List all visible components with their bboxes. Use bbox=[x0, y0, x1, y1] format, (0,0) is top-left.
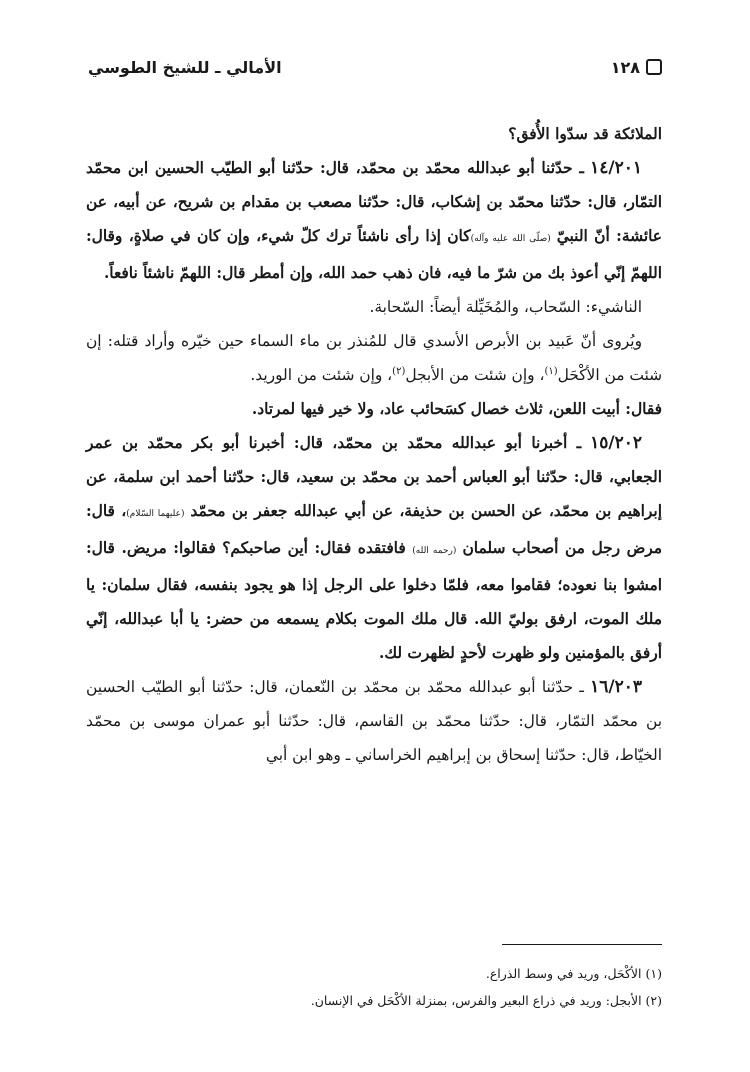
footnotes bbox=[88, 960, 662, 1014]
hadith-number: ١٤/٢٠١ bbox=[590, 158, 642, 178]
hadith-202 bbox=[86, 426, 662, 670]
page-number bbox=[611, 58, 662, 77]
hadith-number: ١٦/٢٠٣ bbox=[590, 677, 642, 697]
running-header bbox=[88, 54, 662, 80]
footnote-ref-1[interactable]: (١) bbox=[544, 365, 558, 377]
footnote-2: (٢) الأبجل: وريد في ذراع البعير والفرس، بمنزلة الأكْحَل في الإنسان. bbox=[310, 993, 662, 1008]
hadith-number: ١٥/٢٠٢ bbox=[590, 433, 642, 453]
hadith-text: فافتقده فقال: أين صاحبكم؟ فقالوا: مريض. قال: امشوا بنا نعوده؛ فقاموا معه، فلمّا دخلوا على الرجل إذا هو يجود بنفسه، فقال سلمان: يا ملك الموت، ارفق بوليّ الله. قال ملك الموت بكلام يسمعه من حضر: يا أبا عبدالله، إنّي أرفق بالمؤمنين ولو ظهرت لأحدٍ لظهرت لك. bbox=[86, 539, 662, 662]
continuation-paragraph: الملائكة قد سدّوا الأُفق؟ bbox=[508, 125, 662, 143]
hadith-201 bbox=[86, 151, 662, 290]
hadith-text: ـ حدّثنا أبو عبدالله محمّد بن محمّد، قال: حدّثنا أبو الطيّب الحسين ابن محمّد التمّار، قال: حدّثنا محمّد بن إشكاب، قال: حدّثنا مصعب بن مقدام بن شريح، عن أبيه، عن عائشة: أنّ النبيّ bbox=[86, 159, 662, 245]
honorific: (عليهما السّلام) bbox=[126, 509, 185, 519]
honorific: (صلّى الله عليه وآله) bbox=[470, 234, 551, 244]
ubayd-text: ويُروى أنّ عَبيد بن الأبرص الأسدي قال للمُنذر بن ماء السماء حين خيّره وأراد قتله: إن شئت من الأكْحَل bbox=[86, 332, 662, 384]
hadith-text: ، قال: مرض رجل من أصحاب سلمان bbox=[86, 502, 662, 557]
ubayd-paragraph bbox=[86, 324, 662, 392]
page-number-value: ١٢٨ bbox=[610, 57, 640, 77]
honorific: (رحمه الله) bbox=[412, 546, 457, 556]
footnote-divider bbox=[502, 944, 662, 945]
hadith-text: كان إذا رأى ناشئاً ترك كلّ شيء، وإن كان في صلاةٍ، وقال: اللهمّ إنّي أعوذ بك من شرّ ما فيه، فان ذهب حمد الله، وإن أمطر قال: اللهمّ ناشئاً نافعاً. bbox=[86, 227, 662, 282]
book-title: الأمالي ـ للشيخ الطوسي bbox=[88, 57, 282, 77]
hadith-text: ـ حدّثنا أبو عبدالله محمّد بن محمّد بن النّعمان، قال: حدّثنا أبو الطيّب الحسين بن محمّد التمّار، قال: حدّثنا محمّد بن القاسم، قال: حدّثنا أبو عمران موسى بن محمّد الخيّاط، قال: حدّثنا إسحاق بن إبراهيم الخراساني ـ وهو ابن أبي bbox=[86, 678, 662, 764]
page-box-icon bbox=[646, 59, 662, 75]
hadith-text: ـ أخبرنا أبو عبدالله محمّد بن محمّد، قال: أخبرنا أبو بكر محمّد بن عمر الجعابي، قال: حدّثنا أبو العباس أحمد بن محمّد بن سعيد، قال: حدّثنا أحمد ابن سلمة، عن إبراهيم بن محمّد، عن الحسن بن حذيفة، عن أبي عبدالله جعفر بن محمّد bbox=[86, 434, 662, 520]
hadith-203 bbox=[86, 670, 662, 772]
ubayd-text: ، وإن شئت من الأبجل bbox=[405, 366, 545, 384]
fa-qal-paragraph: فقال: أبيت اللعن، ثلاث خصال كسَحائب عاد، ولا خير فيها لمرتاد. bbox=[251, 400, 662, 418]
ubayd-text: ، وإن شئت من الوريد. bbox=[250, 366, 393, 384]
nashi-definition: الناشيء: السّحاب، والمُخَيِّلة أيضاً: السّحابة. bbox=[369, 298, 642, 316]
footnote-ref-2[interactable]: (٢) bbox=[392, 365, 406, 377]
footnote-1: (١) الأكْحَل، وريد في وسط الذراع. bbox=[485, 966, 662, 981]
body-text bbox=[86, 117, 662, 772]
